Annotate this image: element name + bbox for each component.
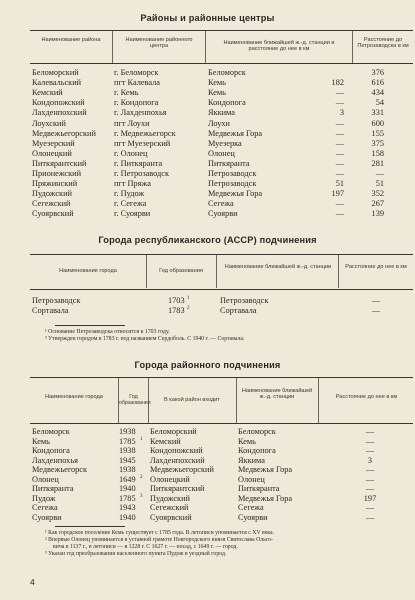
table2-footnote-2: ² Утвержден городом в 1783 г. под названием Сердоболь. С 1940 г. — Сортавала. [45, 336, 245, 342]
city-name: Лахденпохья [32, 455, 78, 465]
table-row [0, 199, 415, 208]
district-name: Питкярантский [150, 484, 205, 493]
nearest-station: Муезерка [208, 138, 242, 148]
table3-header-distance: Расстояние до нее в км [335, 394, 398, 400]
nearest-station: Петрозаводск [208, 179, 257, 189]
city-name: Сегежа [32, 503, 58, 512]
district-name: Суоярвский [150, 512, 192, 522]
table-row [0, 98, 415, 107]
district-name: Сегежский [150, 503, 189, 512]
district-name: Кемский [150, 436, 181, 446]
footnote-marker: 2 [187, 306, 190, 312]
distance-to-petrozavodsk: 376 [371, 68, 384, 77]
section3-title: Города районного подчинения [134, 360, 281, 370]
district-center: г. Олонец [114, 148, 148, 158]
station-distance: 197 [363, 493, 377, 503]
district-center: г. Лахденпохья [114, 108, 167, 118]
footnote-marker: 1 [187, 296, 190, 301]
nearest-station: Медвежья Гора [208, 128, 263, 138]
station-distance: — [371, 306, 381, 316]
district-name: Медвежьегорский [32, 128, 96, 138]
table1-header-center: Наименование районного центра [125, 37, 193, 50]
footnote-rule [55, 325, 125, 326]
table3-footnote-2-cont: вича в 1137 г., в летописи — в 1228 г. С 1627 г. — посад, с 1649 г. — город. [53, 544, 238, 550]
station-distance: — [335, 118, 344, 128]
table-row [0, 68, 415, 77]
founding-year: 1938 [119, 427, 136, 436]
district-center: пгт Муезерский [114, 138, 171, 148]
table-row [0, 475, 415, 484]
district-center: г. Сегежа [114, 199, 147, 209]
station-distance: — [365, 465, 375, 474]
district-name: Лоухский [32, 118, 66, 128]
table-row [0, 108, 415, 117]
table1-header-district: Наименование района [41, 37, 101, 43]
section2-title: Города республиканского (АССР) подчинения [98, 235, 317, 245]
footnote-rule [55, 526, 125, 527]
table1-col-divider [112, 31, 113, 63]
table-row [0, 78, 415, 87]
station-distance: — [365, 446, 375, 455]
table-row [0, 129, 415, 138]
nearest-station: Беломорск [208, 68, 246, 77]
district-name: Беломорский [32, 68, 79, 77]
district-name: Пудожский [32, 189, 72, 199]
district-name: Прионежский [32, 169, 82, 178]
table3-header-city: Наименование города [45, 394, 103, 400]
table3-col-divider [236, 378, 237, 423]
nearest-station: Сегежа [208, 199, 234, 209]
distance-to-petrozavodsk: 267 [371, 199, 384, 209]
table1-top-rule [30, 30, 413, 31]
table-row [0, 465, 415, 474]
table-row [0, 513, 415, 522]
station-distance: — [335, 158, 344, 168]
table3-top-rule [30, 377, 413, 378]
station-distance: — [335, 98, 344, 108]
city-name: Пудож [32, 493, 56, 503]
table2-col-divider [216, 255, 217, 288]
footnote-marker: 1 [140, 436, 143, 442]
distance-to-petrozavodsk: 155 [371, 128, 384, 138]
distance-to-petrozavodsk: 158 [371, 148, 384, 158]
district-name: Лахденпохский [32, 108, 87, 118]
table-row [0, 437, 415, 446]
district-center: пгт Пряжа [114, 179, 151, 189]
station-distance: 197 [331, 189, 344, 199]
station-distance: 3 [339, 108, 344, 118]
city-name: Беломорск [32, 427, 70, 436]
table-row [0, 209, 415, 218]
table-row [0, 484, 415, 493]
district-center: г. Питкяранта [114, 158, 163, 168]
distance-to-petrozavodsk: 331 [371, 108, 384, 118]
table-row [0, 456, 415, 465]
table3-footnote-2: ² Впервые Олонец упоминается в уставной грамоте Новгородского князя Святослава Ольго- [45, 537, 273, 543]
city-name: Медвежьегорск [32, 465, 88, 474]
table2-top-rule [30, 254, 413, 255]
table3-header-station: Наименование ближайшей ж.-д. станции [241, 388, 313, 401]
district-name: Кемский [32, 88, 63, 98]
district-name: Олонецкий [32, 148, 72, 158]
distance-to-petrozavodsk: 54 [375, 98, 384, 108]
table-row [0, 446, 415, 455]
page-number: 4 [30, 577, 35, 587]
district-name: Медвежьегорский [150, 465, 214, 474]
station-distance: — [365, 474, 375, 484]
nearest-station: Сортавала [220, 306, 257, 316]
table3-col-divider [318, 378, 319, 423]
table-row [0, 503, 415, 512]
station-distance: — [335, 169, 344, 178]
station-distance: — [365, 427, 375, 436]
district-center: пгт Калевала [114, 78, 160, 88]
table2-header-station: Наименование ближайшей ж.-д. станции [224, 264, 332, 270]
nearest-station: Беломорск [238, 427, 276, 436]
nearest-station: Лоухи [208, 118, 230, 128]
founding-year: 1938 [119, 465, 136, 474]
founding-year: 1945 [119, 455, 136, 465]
table3-header-district: В какой район входит [163, 397, 220, 403]
nearest-station: Яккима [238, 455, 265, 465]
founding-year: 1785 [119, 493, 136, 503]
district-name: Питкярантский [32, 158, 87, 168]
table1-header-distance: Расстояние до Петрозаводска в км [357, 37, 409, 50]
table-row [0, 88, 415, 97]
founding-year: 1940 [119, 512, 136, 522]
table2-header-rule [30, 289, 413, 290]
distance-to-petrozavodsk: 139 [371, 209, 384, 219]
nearest-station: Сегежа [238, 503, 264, 512]
distance-to-petrozavodsk: — [375, 169, 384, 178]
table2-col-divider [146, 255, 147, 288]
district-name: Муезерский [32, 138, 75, 148]
station-distance: — [335, 148, 344, 158]
table-row [0, 306, 415, 315]
table-row [0, 139, 415, 148]
table1-header-rule [30, 63, 413, 64]
founding-year: 1703 [168, 296, 185, 305]
district-name: Беломорский [150, 427, 197, 436]
table3-footnote-1: ¹ Как городское поселение Кемь существует с 1785 года. В летописи упоминается с XV века. [45, 530, 275, 536]
table2-header-city: Наименование города [59, 268, 117, 274]
district-name: Пряжинский [32, 179, 78, 189]
distance-to-petrozavodsk: 600 [371, 118, 384, 128]
distance-to-petrozavodsk: 352 [371, 189, 384, 199]
nearest-station: Медвежья Гора [238, 465, 293, 474]
founding-year: 1940 [119, 484, 136, 493]
station-distance: 182 [331, 78, 344, 88]
table2-footnote-1: ¹ Основание Петрозаводска относится к 1703 году. [45, 329, 170, 335]
distance-to-petrozavodsk: 616 [371, 78, 384, 88]
distance-to-petrozavodsk: 375 [371, 138, 384, 148]
footnote-marker: 3 [140, 493, 143, 499]
table2-header-distance: Расстояние до нее в км [345, 264, 407, 270]
district-name: Сегежский [32, 199, 71, 209]
founding-year: 1943 [119, 503, 136, 512]
table-row [0, 494, 415, 503]
district-center: г. Медвежьегорск [114, 128, 176, 138]
nearest-station: Медвежья Гора [208, 189, 263, 199]
nearest-station: Кондопога [208, 98, 246, 108]
district-center: г. Беломорск [114, 68, 159, 77]
district-center: г. Кондопога [114, 98, 159, 108]
nearest-station: Петрозаводск [208, 169, 257, 178]
city-name: Сортавала [32, 306, 69, 316]
table2-col-divider [338, 255, 339, 288]
city-name: Суоярви [32, 512, 62, 522]
nearest-station: Кемь [238, 436, 256, 446]
founding-year: 1783 [168, 306, 185, 316]
station-distance: — [365, 484, 375, 493]
nearest-station: Кондопога [238, 446, 276, 455]
nearest-station: Олонец [208, 148, 235, 158]
table-row [0, 296, 415, 305]
station-distance: — [365, 512, 375, 522]
station-distance: 3 [367, 455, 373, 465]
district-name: Суоярвский [32, 209, 74, 219]
district-name: Кондопожский [150, 446, 203, 455]
table-row [0, 179, 415, 188]
table-row [0, 427, 415, 436]
district-center: г. Кемь [114, 88, 139, 98]
table2-header-year: Год образования [159, 268, 203, 274]
station-distance: — [335, 88, 344, 98]
city-name: Кемь [32, 436, 50, 446]
nearest-station: Медвежья Гора [238, 493, 293, 503]
station-distance: — [371, 296, 381, 305]
station-distance: — [335, 128, 344, 138]
city-name: Олонец [32, 474, 59, 484]
distance-to-petrozavodsk: 434 [371, 88, 384, 98]
table1-col-divider [205, 31, 206, 63]
city-name: Питкяранта [32, 484, 74, 493]
table3-header-year: Год образования [119, 394, 151, 407]
station-distance: — [335, 209, 344, 219]
nearest-station: Яккима [208, 108, 235, 118]
table1-header-station: Наименование ближайшей ж.-д. станции и расстояние до нее в км [223, 40, 335, 53]
district-center: г. Петрозаводск [114, 169, 169, 178]
table-row [0, 169, 415, 178]
founding-year: 1649 [119, 474, 136, 484]
nearest-station: Петрозаводск [220, 296, 269, 305]
nearest-station: Питкяранта [238, 484, 280, 493]
nearest-station: Питкяранта [208, 158, 250, 168]
founding-year: 1938 [119, 446, 136, 455]
station-distance: — [335, 138, 344, 148]
station-distance: 51 [335, 179, 344, 189]
distance-to-petrozavodsk: 281 [371, 158, 384, 168]
nearest-station: Кемь [208, 78, 226, 88]
district-name: Кондопожский [32, 98, 85, 108]
district-center: г. Суоярви [114, 209, 151, 219]
nearest-station: Кемь [208, 88, 226, 98]
district-name: Олонецкий [150, 474, 190, 484]
nearest-station: Олонец [238, 474, 265, 484]
table-row [0, 119, 415, 128]
footnote-marker: 2 [140, 474, 143, 480]
station-distance: — [335, 199, 344, 209]
district-center: пгт Лоухи [114, 118, 150, 128]
table-row [0, 149, 415, 158]
founding-year: 1785 [119, 436, 136, 446]
district-name: Пудожский [150, 493, 190, 503]
nearest-station: Суоярви [238, 512, 268, 522]
district-center: г. Пудож [114, 189, 145, 199]
table-row [0, 189, 415, 198]
table3-footnote-3: ³ Указан год преобразования населенного пункта Пудож в уездный город. [45, 551, 227, 557]
city-name: Петрозаводск [32, 296, 81, 305]
station-distance: — [365, 503, 375, 512]
district-name: Калевальский [32, 78, 82, 88]
table1-col-divider [352, 31, 353, 63]
nearest-station: Суоярви [208, 209, 238, 219]
station-distance: — [365, 436, 375, 446]
table3-header-rule [30, 423, 413, 424]
city-name: Кондопога [32, 446, 70, 455]
table-row [0, 159, 415, 168]
distance-to-petrozavodsk: 51 [375, 179, 384, 189]
district-name: Лахденпохский [150, 455, 205, 465]
section1-title: Районы и районные центры [140, 13, 275, 23]
